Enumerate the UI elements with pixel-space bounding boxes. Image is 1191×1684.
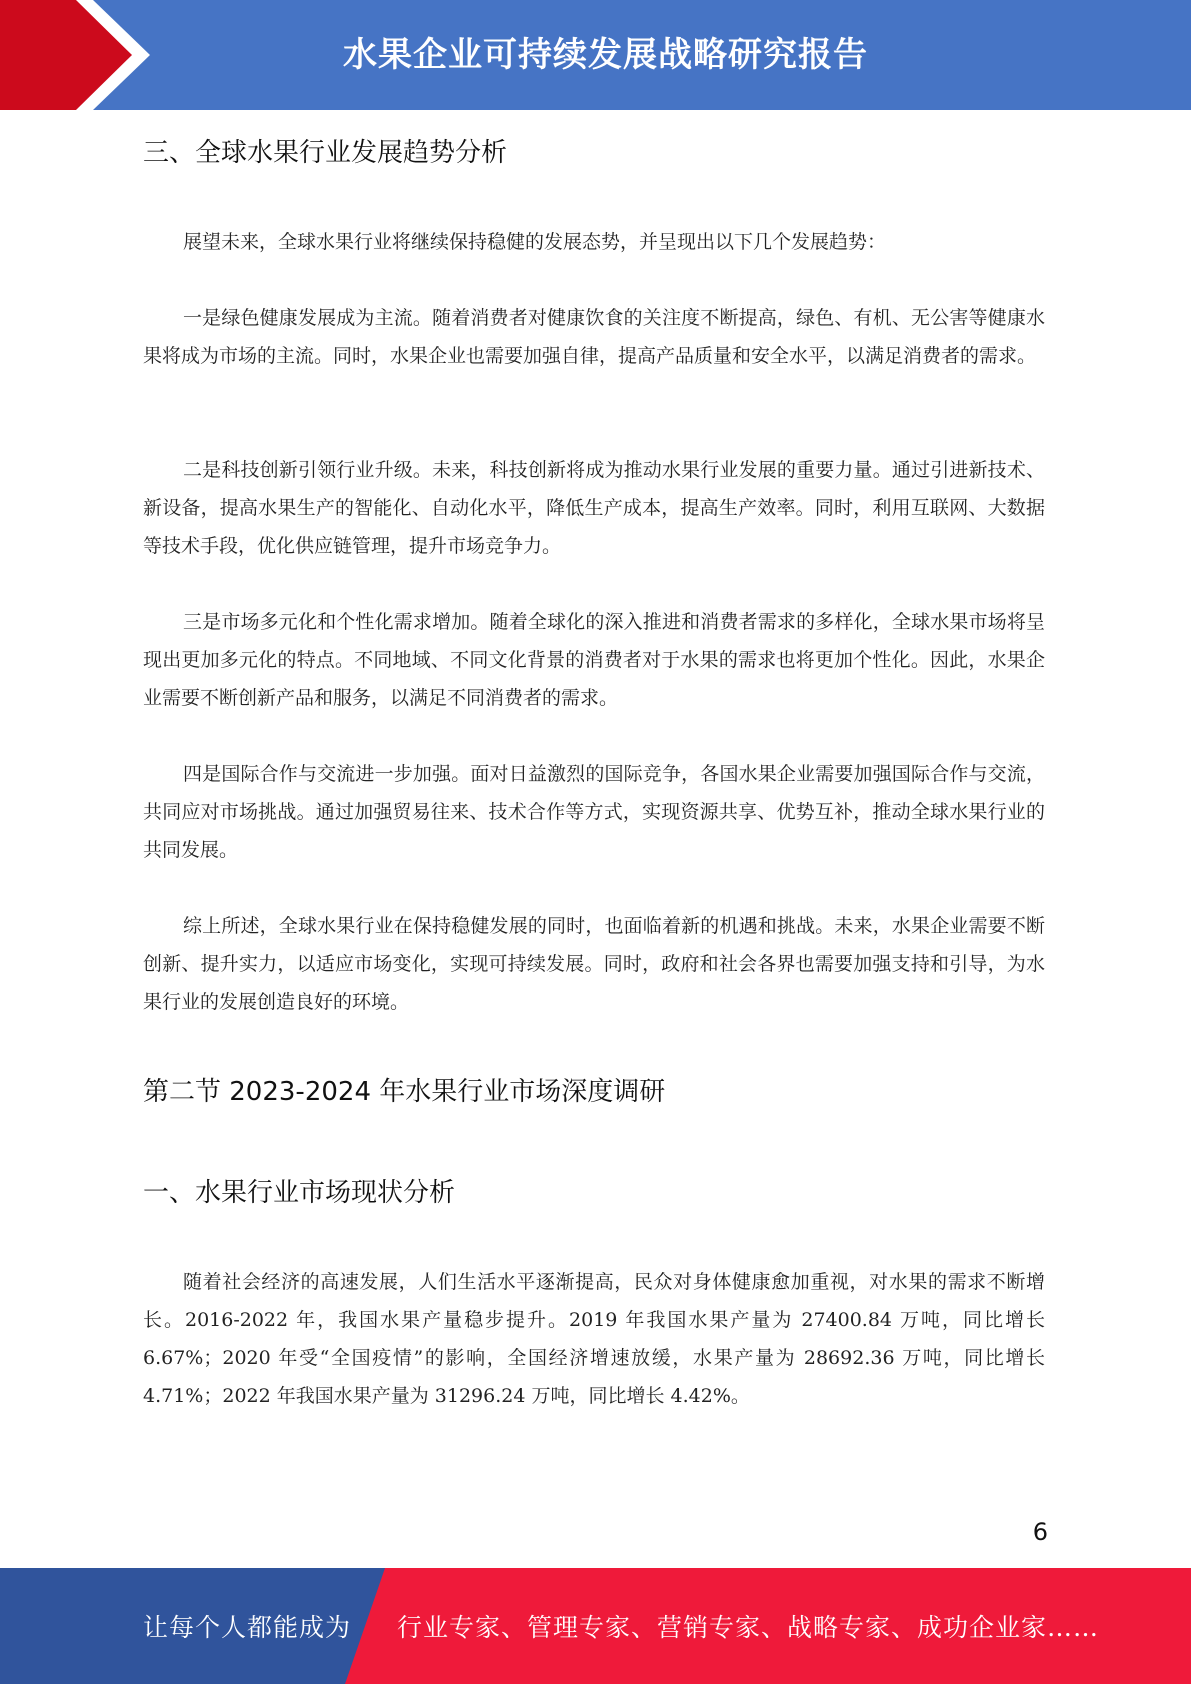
report-title: 水果企业可持续发展战略研究报告 [343,35,868,75]
section-heading-market-status: 一、水果行业市场现状分析 [143,1178,456,1208]
paragraph-trend-4: 四是国际合作与交流进一步加强。面对日益激烈的国际竞争，各国水果企业需要加强国际合作与交流，共同应对市场挑战。通过加强贸易往来、技术合作等方式，实现资源共享、优势互补，推动全球水果行业的共同发展。 [143,763,1045,861]
paragraph-summary: 综上所述，全球水果行业在保持稳健发展的同时，也面临着新的机遇和挑战。未来，水果企业需要不断创新、提升实力，以适应市场变化，实现可持续发展。同时，政府和社会各界也需要加强支持和引导，为水果行业的发展创造良好的环境。 [143,915,1045,1013]
paragraph-trend-1: 一是绿色健康发展成为主流。随着消费者对健康饮食的关注度不断提高，绿色、有机、无公害等健康水果将成为市场的主流。同时，水果企业也需要加强自律，提高产品质量和安全水平，以满足消费者的需求。 [143,307,1045,367]
paragraph-market-status: 随着社会经济的高速发展，人们生活水平逐渐提高，民众对身体健康愈加重视，对水果的需求不断增长。2016-2022 年，我国水果产量稳步提升。2019 年我国水果产量为 27400.84 万吨，同比增长 6.67%；2020 年受“全国疫情”的影响，全国经济增速放缓，水果产量为 28692.36 万吨，同比增长 4.71%；2022 年我国水果产量为 31296.24 万吨，同比增长 4.42%。 [143,1271,1045,1407]
paragraph-trend-2: 二是科技创新引领行业升级。未来，科技创新将成为推动水果行业发展的重要力量。通过引进新技术、新设备，提高水果生产的智能化、自动化水平，降低生产成本，提高生产效率。同时，利用互联网、大数据等技术手段，优化供应链管理，提升市场竞争力。 [143,459,1045,557]
page-number: 6 [1032,1518,1048,1546]
footer-banner [0,1568,1191,1684]
section-heading-global-trends: 三、全球水果行业发展趋势分析 [143,138,508,168]
footer-slogan-left: 让每个人都能成为 [143,1613,352,1642]
paragraph-trend-3: 三是市场多元化和个性化需求增加。随着全球化的深入推进和消费者需求的多样化，全球水果市场将呈现出更加多元化的特点。不同地域、不同文化背景的消费者对于水果的需求也将更加个性化。因此，水果企业需要不断创新产品和服务，以满足不同消费者的需求。 [143,611,1045,709]
footer-slogan-right: 行业专家、管理专家、营销专家、战略专家、成功企业家…… [397,1613,1100,1642]
paragraph-outlook: 展望未来，全球水果行业将继续保持稳健的发展态势，并呈现出以下几个发展趋势： [183,231,887,253]
header-banner [0,0,1191,110]
section-heading-market-research: 第二节 2023-2024 年水果行业市场深度调研 [143,1077,666,1107]
